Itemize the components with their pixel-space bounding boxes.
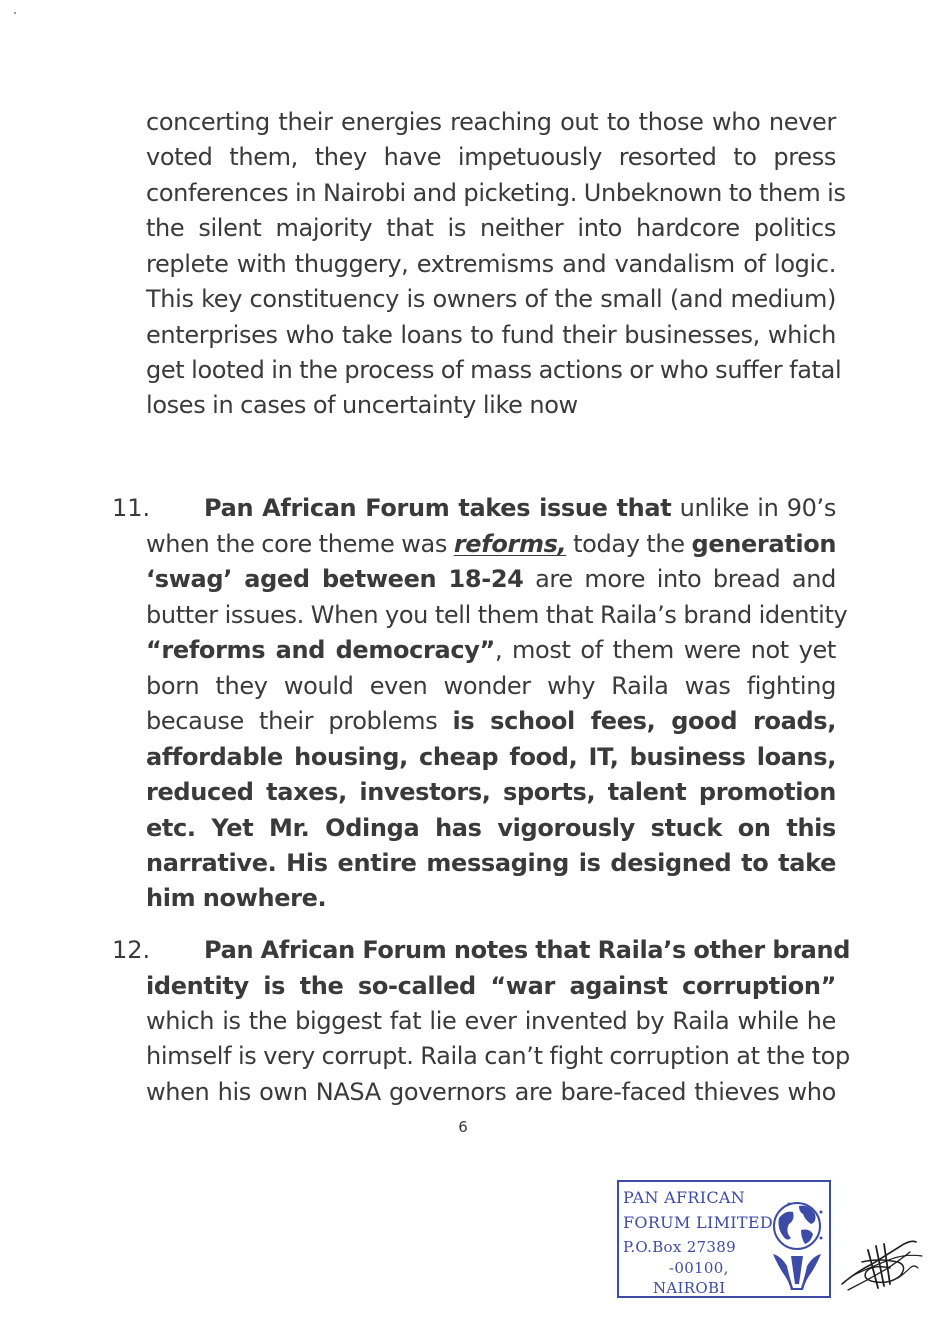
bold-text: identity is the so-called “war against corruption” [146,972,836,1000]
text-span: when the core theme was [146,530,454,558]
text-span: because their problems [146,707,453,735]
text-line [146,1004,836,1039]
item-number: 12. [112,936,151,964]
stamp-text: FORUM LIMITED [623,1213,773,1232]
text-line: concerting their energies reaching out to those who never [146,108,836,136]
text-span: which is the biggest fat lie ever invented by Raila while he [146,1007,836,1035]
text-span: when his own NASA governors are bare-faced thieves who [146,1078,836,1106]
text-span: born they would even wonder why Raila was fighting [146,672,836,700]
text-span: today the [566,530,692,558]
text-line [146,969,836,1004]
globe-torch-icon [765,1192,829,1296]
text-line [146,633,836,668]
text-span: , most of them were not yet [494,636,836,664]
text-line [146,669,836,704]
text-line [146,1039,850,1074]
item-number: 11. [112,494,151,522]
emphasis-text: reforms, [453,530,567,558]
text-line: replete with thuggery, extremisms and vandalism of logic. [146,250,836,278]
signature [838,1228,933,1300]
bold-text: Pan African Forum notes that Raila’s other brand [204,936,851,964]
scan-speck [14,12,16,14]
text-line [204,491,836,526]
text-line: the silent majority that is neither into hardcore politics [146,214,836,242]
text-line [146,598,848,633]
page-number: 6 [458,1118,468,1136]
bold-text: narrative. His entire messaging is designed to take [146,849,836,877]
text-span: butter issues. When you tell them that Raila’s brand identity [146,601,848,629]
text-line: loses in cases of uncertainty like now [146,391,578,419]
text-line [146,562,836,597]
bold-text: “reforms and democracy” [146,636,495,664]
text-line: voted them, they have impetuously resorted to press [146,143,836,171]
text-line [146,811,836,846]
text-line [146,1075,836,1110]
bold-text: generation [691,530,837,558]
text-line [146,740,836,775]
text-line [146,846,836,881]
text-line: This key constituency is owners of the small (and medium) [146,285,836,313]
text-line [146,775,836,810]
text-line [146,881,836,916]
text-span: himself is very corrupt. Raila can’t fight corruption at the top [146,1042,850,1070]
company-stamp [617,1180,831,1298]
text-line [146,704,836,739]
text-line: get looted in the process of mass actions or who suffer fatal [146,356,842,384]
stamp-text: P.O.Box 27389 [623,1238,736,1256]
bold-text: him nowhere. [146,884,327,912]
stamp-text: -00100, [669,1259,729,1277]
bold-text: affordable housing, cheap food, IT, business loans, [146,743,836,771]
bold-text: is school fees, good roads, [452,707,837,735]
text-line [146,527,836,562]
text-line: enterprises who take loans to fund their businesses, which [146,321,836,349]
text-line: conferences in Nairobi and picketing. Unbeknown to them is [146,179,846,207]
text-span: are more into bread and [523,565,837,593]
bold-text: Pan African Forum takes issue that [204,494,672,522]
bold-text: etc. Yet Mr. Odinga has vigorously stuck on this [146,814,836,842]
bold-text: ‘swag’ aged between 18-24 [146,565,524,593]
text-span: unlike in 90’s [671,494,836,522]
text-line [204,933,851,968]
stamp-text: NAIROBI [653,1279,726,1297]
bold-text: reduced taxes, investors, sports, talent promotion [146,778,836,806]
stamp-text: PAN AFRICAN [623,1188,746,1207]
